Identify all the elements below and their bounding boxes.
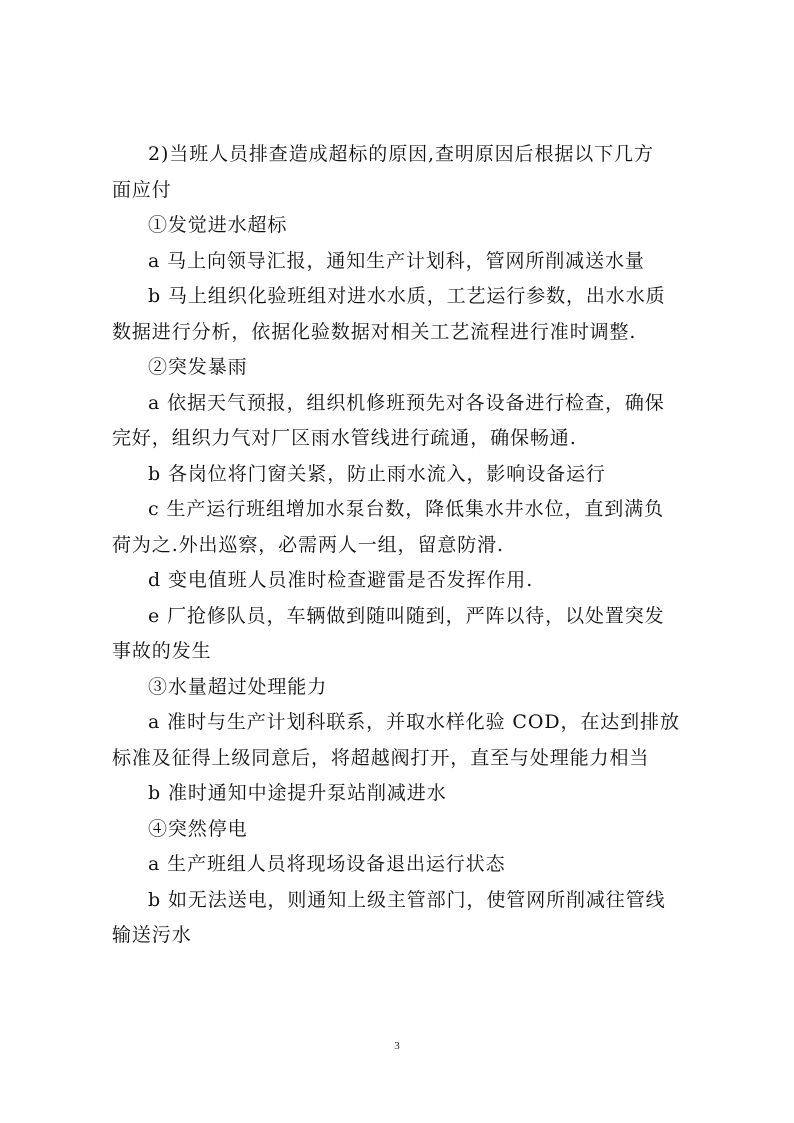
paragraph-line: a 准时与生产计划科联系，并取水样化验 COD，在达到排放 [148,711,680,733]
paragraph-line: b 如无法送电，则通知上级主管部门，使管网所削减往管线 [148,888,666,911]
paragraph-line: a 生产班组人员将现场设备退出运行状态 [148,853,506,875]
section-heading: ④突然停电 [148,817,248,840]
paragraph-line: 事故的发生 [112,640,212,662]
paragraph-line: 数据进行分析，依据化验数据对相关工艺流程进行准时调整. [112,320,637,343]
section-heading: ①发觉进水超标 [148,214,288,236]
paragraph-line: d 变电值班人员准时检查避雷是否发挥作用. [148,569,534,591]
section-heading: ②突发暴雨 [148,356,248,378]
section-heading: ③水量超过处理能力 [148,675,328,698]
paragraph-line: a 马上向领导汇报，通知生产计划科，管网所削减送水量 [148,249,645,272]
paragraph-line: 2)当班人员排查造成超标的原因,查明原因后根据以下几方 [148,143,654,165]
paragraph-line: 面应付 [112,178,172,201]
page-number: 3 [394,1040,400,1052]
paragraph-line: 荷为之.外出巡察，必需两人一组，留意防滑. [112,533,504,556]
paragraph-line: e 厂抢修队员，车辆做到随叫随到，严阵以待，以处置突发 [148,604,665,627]
body-text [112,137,696,954]
paragraph-line: b 各岗位将门窗关紧，防止雨水流入，影响设备运行 [148,462,606,485]
paragraph-line: 完好，组织力气对厂区雨水管线进行疏通，确保畅通. [112,427,577,449]
paragraph-line: b 马上组织化验班组对进水水质，工艺运行参数，出水水质 [148,285,666,307]
paragraph-line: c 生产运行班组增加水泵台数，降低集水井水位，直到满负 [148,498,664,520]
paragraph-line: a 依据天气预报，组织机修班预先对各设备进行检查，确保 [148,391,665,414]
paragraph-line: 标准及征得上级同意后，将超越阀打开，直至与处理能力相当 [112,746,650,769]
paragraph-line: 输送污水 [112,924,192,946]
paragraph-line: b 准时通知中途提升泵站削减进水 [148,782,447,804]
